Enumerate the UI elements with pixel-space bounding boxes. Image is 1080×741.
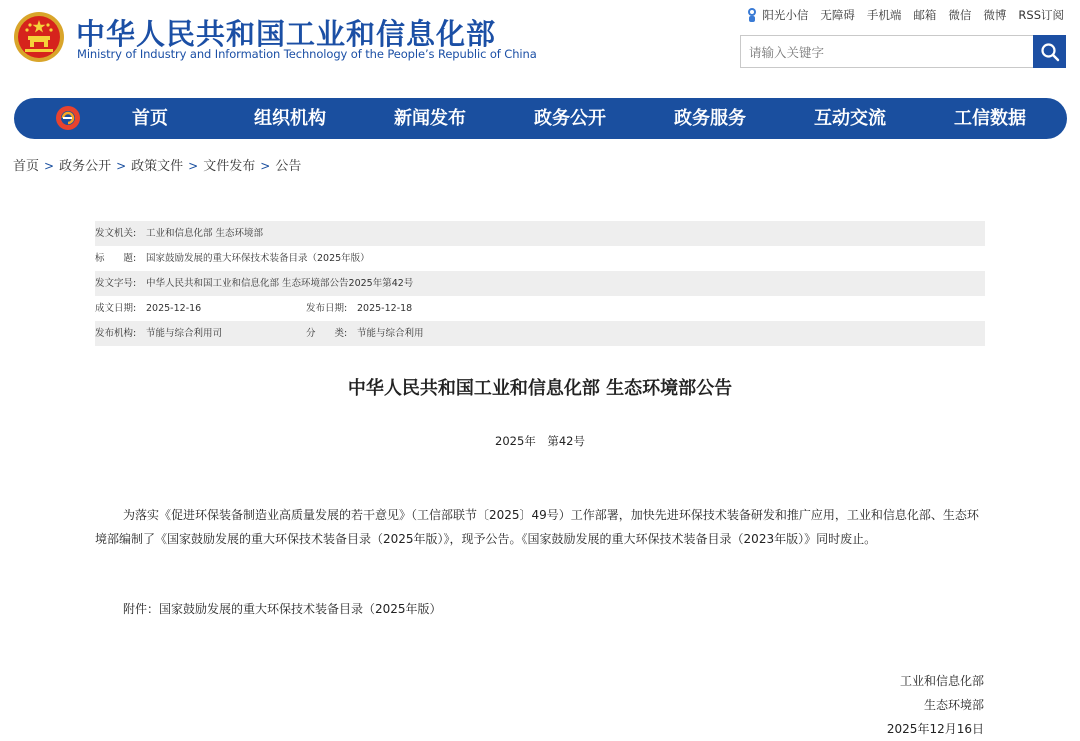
signature-issuer-1: 工业和信息化部 <box>899 674 984 688</box>
document-attachment-link[interactable]: 附件：国家鼓励发展的重大环保技术装备目录（2025年版） <box>123 602 442 616</box>
breadcrumb-home[interactable]: 首页 <box>13 159 40 174</box>
document-number: 2025年 第42号 <box>495 434 585 448</box>
meta-created-value: 2025-12-16 <box>146 303 202 314</box>
meta-row-docno <box>95 271 985 296</box>
meta-title-label: 标 题: <box>95 253 137 264</box>
document-meta-table <box>95 221 985 346</box>
breadcrumb <box>13 155 301 174</box>
breadcrumb-policy-files[interactable]: 政策文件 <box>131 159 184 174</box>
meta-row-issuer <box>95 221 985 246</box>
toplink-wechat[interactable]: 微信 <box>948 8 972 22</box>
breadcrumb-separator: > <box>188 159 199 173</box>
meta-docno-label: 发文字号: <box>95 278 137 289</box>
breadcrumb-announcement[interactable]: 公告 <box>275 159 302 174</box>
meta-docno-value: 中华人民共和国工业和信息化部 生态环境部公告2025年第42号 <box>146 278 414 289</box>
toplink-sunshine[interactable]: 阳光小信 <box>762 8 809 22</box>
signature-date: 2025年12月16日 <box>886 722 984 736</box>
breadcrumb-separator: > <box>116 159 127 173</box>
mascot-icon <box>746 7 758 23</box>
breadcrumb-separator: > <box>44 159 55 173</box>
meta-category-label: 分 类: <box>306 328 348 339</box>
breadcrumb-separator: > <box>260 159 271 173</box>
meta-category-value: 节能与综合利用 <box>357 328 424 339</box>
site-title[interactable]: 中华人民共和国工业和信息化部 <box>76 17 497 51</box>
nav-item-gov-affairs[interactable]: 政务公开 <box>534 108 606 129</box>
miit-logo-icon <box>54 104 82 132</box>
toplink-rss[interactable]: RSS订阅 <box>1018 8 1064 22</box>
search-box <box>740 35 1066 68</box>
meta-row-title <box>95 246 985 271</box>
toplink-mobile[interactable]: 手机端 <box>866 8 902 22</box>
meta-issuer-label: 发文机关: <box>95 228 137 239</box>
toplink-weibo[interactable]: 微博 <box>983 8 1007 22</box>
meta-published-label: 发布日期: <box>306 303 348 314</box>
meta-row-org <box>95 321 985 346</box>
search-icon <box>1040 42 1060 62</box>
signature-issuer-2: 生态环境部 <box>923 698 984 712</box>
site-header <box>0 0 1080 95</box>
national-emblem-icon <box>13 11 65 63</box>
site-subtitle: Ministry of Industry and Information Technology of the People’s Republic of China <box>77 47 537 61</box>
document-title: 中华人民共和国工业和信息化部 生态环境部公告 <box>347 378 733 399</box>
nav-item-news[interactable]: 新闻发布 <box>394 108 466 129</box>
top-links <box>746 7 1064 23</box>
document-body: 为落实《促进环保装备制造业高质量发展的若干意见》（工信部联节〔2025〕49号）工作部署，加快先进环保技术装备研发和推广应用，工业和信息化部、生态环境部编制了《国家鼓励发展的重大环保技术装备目录（2025年版）》，现予公告。《国家鼓励发展的重大环保技术装备目录（2023年版）》同时废止。 <box>95 508 979 546</box>
meta-issuer-value: 工业和信息化部 生态环境部 <box>146 228 264 239</box>
nav-item-organization[interactable]: 组织机构 <box>254 108 326 129</box>
breadcrumb-file-release[interactable]: 文件发布 <box>203 159 256 174</box>
toplink-mail[interactable]: 邮箱 <box>913 8 937 22</box>
nav-item-data[interactable]: 工信数据 <box>954 108 1026 129</box>
toplink-accessibility[interactable]: 无障碍 <box>820 8 855 22</box>
nav-items <box>80 98 1060 139</box>
meta-title-value: 国家鼓励发展的重大环保技术装备目录（2025年版） <box>146 253 370 264</box>
nav-item-services[interactable]: 政务服务 <box>674 108 746 129</box>
meta-published-value: 2025-12-18 <box>357 303 413 314</box>
meta-row-dates <box>95 296 985 321</box>
nav-item-home[interactable]: 首页 <box>132 108 168 129</box>
meta-org-label: 发布机构: <box>95 328 137 339</box>
breadcrumb-gov-affairs[interactable]: 政务公开 <box>59 159 112 174</box>
nav-item-interaction[interactable]: 互动交流 <box>814 108 886 129</box>
meta-created-label: 成文日期: <box>95 303 137 314</box>
meta-org-value: 节能与综合利用司 <box>146 328 223 339</box>
search-button[interactable] <box>1033 35 1066 68</box>
main-nav <box>14 98 1067 139</box>
search-input[interactable] <box>741 36 1041 69</box>
